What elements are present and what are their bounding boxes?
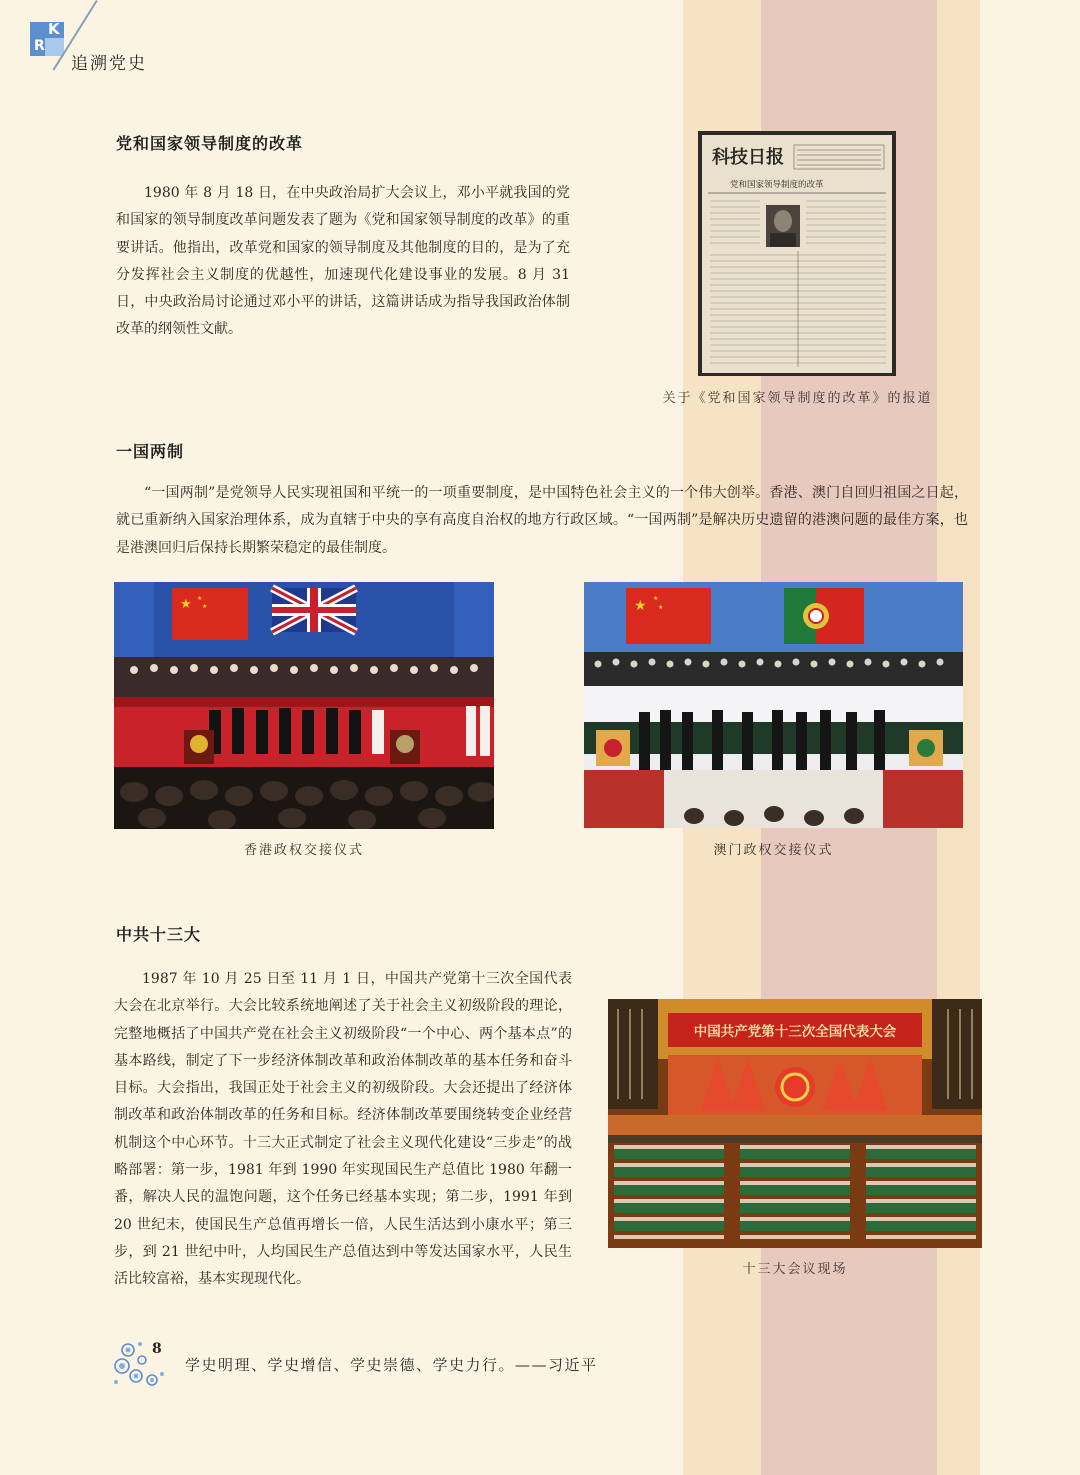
hong-kong-handover-photo xyxy=(114,582,494,829)
page-number: 8 xyxy=(152,1341,162,1357)
newspaper-clipping-photo xyxy=(698,131,896,376)
section-body-leadership-reform: 1980 年 8 月 18 日，在中央政治局扩大会议上，邓小平就我国的党和国家的领导制度改革问题发表了题为《党和国家领导制度的改革》的重要讲话。他指出，改革党和国家的领导制度及其他制度的目的，是为了充分发挥社会主义制度的优越性，加速现代化建设事业的发展。8 月 31 日，中央政治局讨论通过邓小平的讲话，这篇讲话成为指导我国政治体制改革的纲领性文献。 xyxy=(116,185,570,338)
caption-hong-kong-handover: 香港政权交接仪式 xyxy=(243,843,364,858)
section-title-one-country-two-systems: 一国两制 xyxy=(116,442,185,461)
footer-quote: 学史明理、学史增信、学史崇德、学史力行。——习近平 xyxy=(185,1356,598,1374)
column-title: 追溯党史 xyxy=(71,54,147,74)
svg-text:★: ★ xyxy=(653,595,659,602)
section-body-13th-congress: 1987 年 10 月 25 日至 11 月 1 日，中国共产党第十三次全国代表大会在北京举行。大会比较系统地阐述了关于社会主义初级阶段的理论，完整地概括了中国共产党在社会主义初级阶段“一个中心、两个基本点”的基本路线，制定了下一步经济体制改革和政治体制改革的基本任务和奋斗目标。大会指出，我国正处于社会主义的初级阶段。大会还提出了经济体制改革和政治体制改革的任务和目标。经济体制改革要围绕转变企业经营机制这个中心环节。十三大正式制定了社会主义现代化建设“三步走”的战略部署：第一步，1981 年到 1990 年实现国民生产总值比 1980 年翻一番，解决人民的温饱问题，这个任务已经基本实现；第二步，1991 年到 20 世纪末，使国民生产总值再增长一倍，人民生活达到小康水平；第三步，到 21 世纪中叶，人均国民生产总值达到中等发达国家水平，人民生活比较富裕，基本实现现代化。 xyxy=(114,971,572,1288)
newspaper-headline: 党和国家领导制度的改革 xyxy=(730,180,824,190)
kr-logo: K R xyxy=(30,22,64,56)
caption-13th-congress: 十三大会议现场 xyxy=(742,1262,848,1277)
svg-text:★: ★ xyxy=(658,604,664,611)
section-title-13th-congress: 中共十三大 xyxy=(116,925,202,944)
caption-macau-handover: 澳门政权交接仪式 xyxy=(713,843,834,858)
svg-text:★: ★ xyxy=(197,595,203,602)
svg-text:★: ★ xyxy=(634,598,647,614)
svg-text:★: ★ xyxy=(180,597,192,612)
macau-handover-photo xyxy=(584,582,963,828)
section-body-one-country-two-systems: “一国两制”是党领导人民实现祖国和平统一的一项重要制度，是中国特色社会主义的一个伟大创举。香港、澳门自回归祖国之日起，就已重新纳入国家治理体系，成为直辖于中央的享有高度自治权的地方行政区域。“一国两制”是解决历史遗留的港澳问题的最佳方案，也是港澳回归后保持长期繁荣稳定的最佳制度。 xyxy=(116,485,968,556)
caption-newspaper: 关于《党和国家领导制度的改革》的报道 xyxy=(662,391,933,406)
congress-banner-text: 中国共产党第十三次全国代表大会 xyxy=(693,1024,897,1040)
newspaper-masthead: 科技日报 xyxy=(712,147,784,168)
13th-congress-venue-photo xyxy=(608,999,982,1248)
section-title-leadership-reform: 党和国家领导制度的改革 xyxy=(116,134,304,153)
svg-text:★: ★ xyxy=(202,603,208,610)
